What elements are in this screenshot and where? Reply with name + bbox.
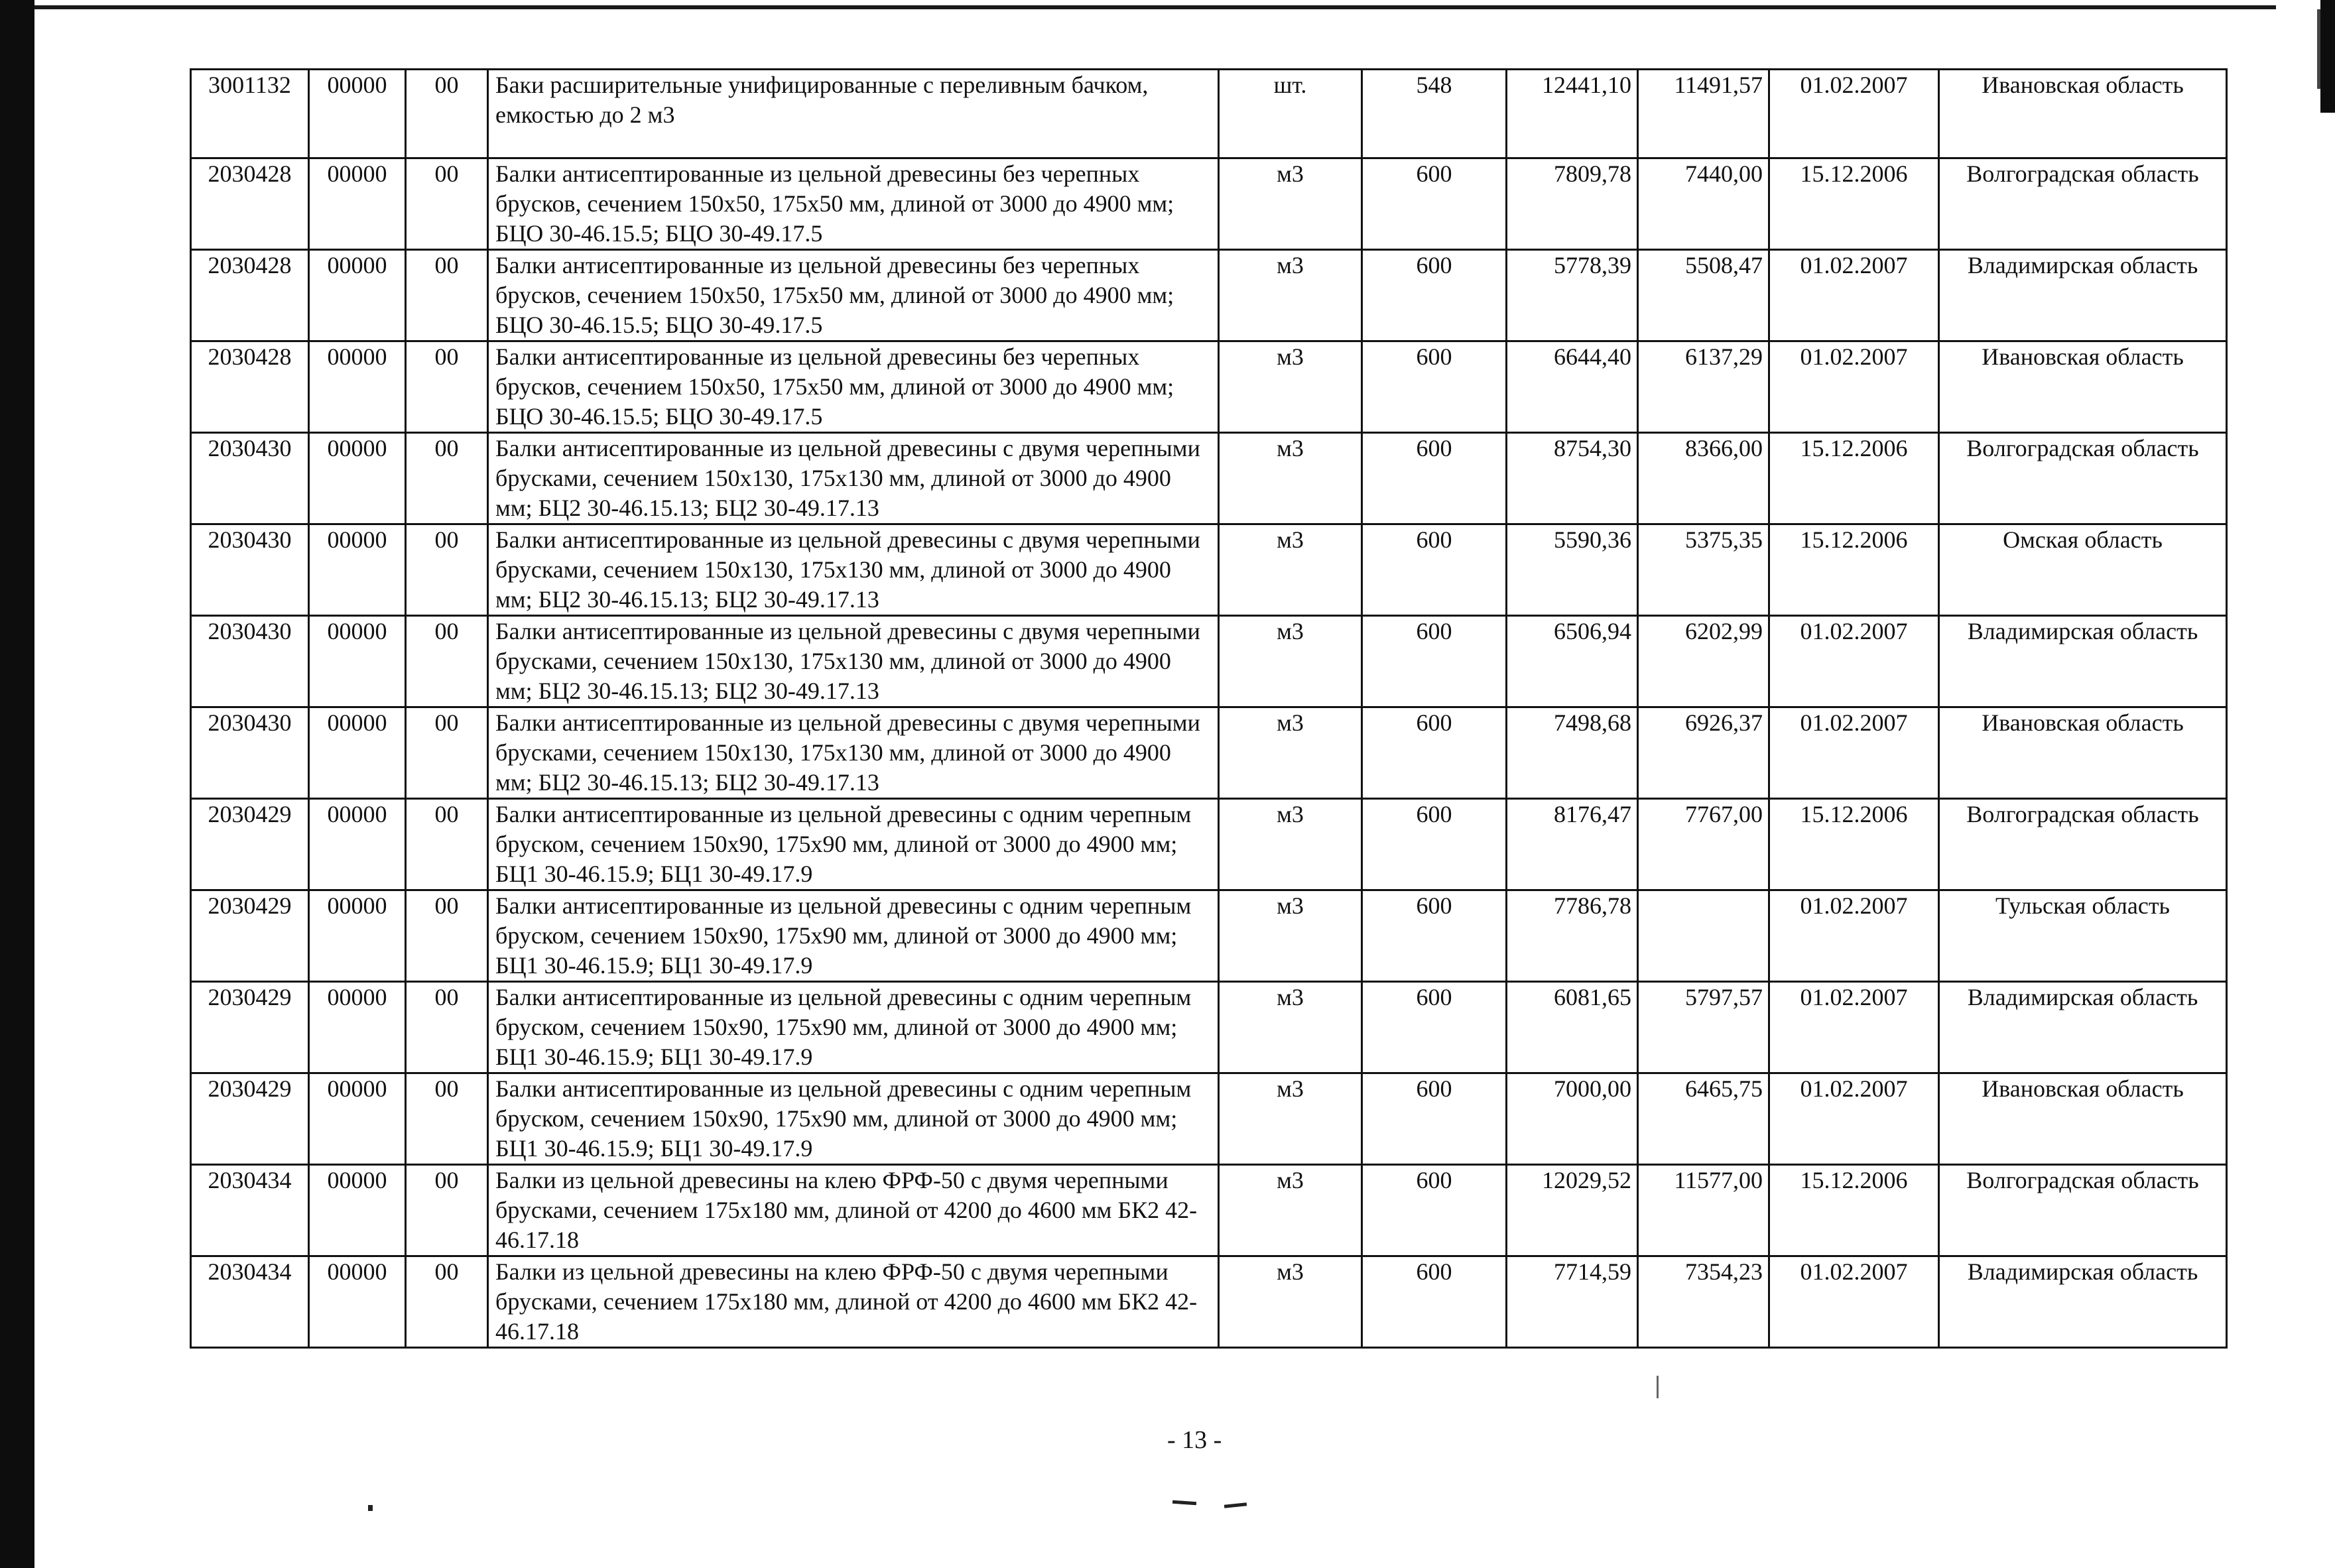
cell-sub: 00000: [309, 799, 406, 890]
cell-date: 15.12.2006: [1769, 1165, 1939, 1256]
cell-sub2: 00: [406, 250, 488, 341]
cell-sub: 00000: [309, 1256, 406, 1348]
cell-price1: 7498,68: [1507, 707, 1638, 799]
cell-price2: 6465,75: [1638, 1073, 1769, 1165]
cell-price2: 6926,37: [1638, 707, 1769, 799]
cell-code: 2030430: [191, 616, 309, 707]
cell-sub2: 00: [406, 616, 488, 707]
cell-unit: м3: [1219, 341, 1362, 433]
cell-region: Омская область: [1939, 524, 2227, 616]
cell-region: Ивановская область: [1939, 70, 2227, 158]
cell-date: 01.02.2007: [1769, 70, 1939, 158]
cell-sub: 00000: [309, 982, 406, 1073]
cell-price1: 8754,30: [1507, 433, 1638, 524]
cell-desc: Балки антисептированные из цельной древесины с двумя черепными брусками, сечением 150x130, 175x130 мм, длиной от 3000 до 4900 мм; БЦ2 30-46.15.13; БЦ2 30-49.17.13: [488, 616, 1219, 707]
table-row: [191, 890, 2227, 982]
scan-speck: [368, 1505, 373, 1511]
cell-region: Волгоградская область: [1939, 433, 2227, 524]
cell-qty: 600: [1362, 524, 1507, 616]
cell-qty: 600: [1362, 158, 1507, 250]
cell-region: Владимирская область: [1939, 1256, 2227, 1348]
cell-desc: Балки из цельной древесины на клею ФРФ-50 с двумя черепными брусками, сечением 175x180 мм, длиной от 4200 до 4600 мм БК2 42-46.17.18: [488, 1256, 1219, 1348]
scan-edge-right: [2320, 0, 2335, 113]
cell-date: 01.02.2007: [1769, 890, 1939, 982]
cell-region: Ивановская область: [1939, 707, 2227, 799]
cell-price2: 11577,00: [1638, 1165, 1769, 1256]
cell-sub2: 00: [406, 158, 488, 250]
cell-sub: 00000: [309, 250, 406, 341]
cell-sub2: 00: [406, 982, 488, 1073]
cell-price2: 11491,57: [1638, 70, 1769, 158]
cell-price2: [1638, 890, 1769, 982]
cell-date: 15.12.2006: [1769, 524, 1939, 616]
cell-price2: 5508,47: [1638, 250, 1769, 341]
cell-qty: 600: [1362, 707, 1507, 799]
cell-price2: 7767,00: [1638, 799, 1769, 890]
cell-unit: м3: [1219, 616, 1362, 707]
cell-sub: 00000: [309, 433, 406, 524]
cell-qty: 548: [1362, 70, 1507, 158]
scan-edge-left: [0, 0, 34, 1568]
cell-date: 15.12.2006: [1769, 799, 1939, 890]
cell-date: 01.02.2007: [1769, 1256, 1939, 1348]
cell-desc: Балки антисептированные из цельной древесины с двумя черепными брусками, сечением 150x130, 175x130 мм, длиной от 3000 до 4900 мм; БЦ2 30-46.15.13; БЦ2 30-49.17.13: [488, 524, 1219, 616]
cell-code: 2030430: [191, 433, 309, 524]
table-row: [191, 70, 2227, 158]
cell-price1: 12029,52: [1507, 1165, 1638, 1256]
cell-date: 01.02.2007: [1769, 250, 1939, 341]
cell-unit: м3: [1219, 799, 1362, 890]
cell-qty: 600: [1362, 433, 1507, 524]
cell-desc: Балки из цельной древесины на клею ФРФ-50 с двумя черепными брусками, сечением 175x180 мм, длиной от 4200 до 4600 мм БК2 42-46.17.18: [488, 1165, 1219, 1256]
cell-price1: 6644,40: [1507, 341, 1638, 433]
cell-region: Владимирская область: [1939, 616, 2227, 707]
cell-price1: 5590,36: [1507, 524, 1638, 616]
cell-price2: 5375,35: [1638, 524, 1769, 616]
cell-price1: 6506,94: [1507, 616, 1638, 707]
scan-edge-top: [34, 5, 2276, 9]
cell-unit: м3: [1219, 707, 1362, 799]
cell-code: 3001132: [191, 70, 309, 158]
cell-desc: Балки антисептированные из цельной древесины без черепных брусков, сечением 150x50, 175x50 мм, длиной от 3000 до 4900 мм; БЦО 30-46.15.5; БЦО 30-49.17.5: [488, 341, 1219, 433]
cell-sub: 00000: [309, 707, 406, 799]
cell-code: 2030434: [191, 1256, 309, 1348]
cell-sub: 00000: [309, 341, 406, 433]
cell-date: 01.02.2007: [1769, 616, 1939, 707]
cell-desc: Балки антисептированные из цельной древесины с двумя черепными брусками, сечением 150x130, 175x130 мм, длиной от 3000 до 4900 мм; БЦ2 30-46.15.13; БЦ2 30-49.17.13: [488, 707, 1219, 799]
cell-desc: Балки антисептированные из цельной древесины без черепных брусков, сечением 150x50, 175x50 мм, длиной от 3000 до 4900 мм; БЦО 30-46.15.5; БЦО 30-49.17.5: [488, 158, 1219, 250]
table-row: [191, 982, 2227, 1073]
cell-region: Ивановская область: [1939, 341, 2227, 433]
table-row: [191, 616, 2227, 707]
cell-code: 2030429: [191, 1073, 309, 1165]
page-number: - 13 -: [1167, 1426, 1222, 1454]
table-row: [191, 524, 2227, 616]
cell-unit: м3: [1219, 1165, 1362, 1256]
cell-price2: 6137,29: [1638, 341, 1769, 433]
cell-sub2: 00: [406, 707, 488, 799]
cell-code: 2030430: [191, 707, 309, 799]
table-row: [191, 1073, 2227, 1165]
price-table: [190, 68, 2228, 1349]
cell-desc: Балки антисептированные из цельной древесины с двумя черепными брусками, сечением 150x130, 175x130 мм, длиной от 3000 до 4900 мм; БЦ2 30-46.15.13; БЦ2 30-49.17.13: [488, 433, 1219, 524]
cell-desc: Балки антисептированные из цельной древесины с одним черепным бруском, сечением 150x90, 175x90 мм, длиной от 3000 до 4900 мм; БЦ1 30-46.15.9; БЦ1 30-49.17.9: [488, 799, 1219, 890]
cell-desc: Балки антисептированные из цельной древесины с одним черепным бруском, сечением 150x90, 175x90 мм, длиной от 3000 до 4900 мм; БЦ1 30-46.15.9; БЦ1 30-49.17.9: [488, 1073, 1219, 1165]
cell-region: Владимирская область: [1939, 982, 2227, 1073]
scan-speck: [1657, 1376, 1659, 1398]
scan-speck: [1224, 1502, 1247, 1508]
cell-desc: Балки антисептированные из цельной древесины без черепных брусков, сечением 150x50, 175x50 мм, длиной от 3000 до 4900 мм; БЦО 30-46.15.5; БЦО 30-49.17.5: [488, 250, 1219, 341]
cell-sub: 00000: [309, 616, 406, 707]
cell-code: 2030428: [191, 158, 309, 250]
cell-price1: 7809,78: [1507, 158, 1638, 250]
cell-price2: 5797,57: [1638, 982, 1769, 1073]
cell-region: Владимирская область: [1939, 250, 2227, 341]
cell-desc: Балки антисептированные из цельной древесины с одним черепным бруском, сечением 150x90, 175x90 мм, длиной от 3000 до 4900 мм; БЦ1 30-46.15.9; БЦ1 30-49.17.9: [488, 890, 1219, 982]
cell-unit: м3: [1219, 1256, 1362, 1348]
cell-qty: 600: [1362, 1256, 1507, 1348]
cell-sub2: 00: [406, 433, 488, 524]
cell-qty: 600: [1362, 250, 1507, 341]
cell-unit: м3: [1219, 890, 1362, 982]
table-body: [191, 70, 2227, 1348]
cell-sub: 00000: [309, 1165, 406, 1256]
cell-unit: шт.: [1219, 70, 1362, 158]
cell-code: 2030434: [191, 1165, 309, 1256]
cell-date: 01.02.2007: [1769, 982, 1939, 1073]
cell-sub2: 00: [406, 890, 488, 982]
table-row: [191, 799, 2227, 890]
cell-region: Волгоградская область: [1939, 799, 2227, 890]
cell-qty: 600: [1362, 1073, 1507, 1165]
cell-region: Волгоградская область: [1939, 158, 2227, 250]
cell-unit: м3: [1219, 524, 1362, 616]
cell-price2: 8366,00: [1638, 433, 1769, 524]
cell-unit: м3: [1219, 433, 1362, 524]
cell-sub2: 00: [406, 1165, 488, 1256]
cell-price1: 5778,39: [1507, 250, 1638, 341]
cell-sub2: 00: [406, 799, 488, 890]
cell-qty: 600: [1362, 890, 1507, 982]
cell-code: 2030429: [191, 982, 309, 1073]
cell-sub: 00000: [309, 70, 406, 158]
cell-region: Тульская область: [1939, 890, 2227, 982]
cell-code: 2030428: [191, 341, 309, 433]
cell-date: 01.02.2007: [1769, 1073, 1939, 1165]
cell-date: 15.12.2006: [1769, 158, 1939, 250]
cell-price2: 7440,00: [1638, 158, 1769, 250]
cell-qty: 600: [1362, 982, 1507, 1073]
cell-desc: Балки антисептированные из цельной древесины с одним черепным бруском, сечением 150x90, 175x90 мм, длиной от 3000 до 4900 мм; БЦ1 30-46.15.9; БЦ1 30-49.17.9: [488, 982, 1219, 1073]
cell-sub2: 00: [406, 524, 488, 616]
cell-sub2: 00: [406, 1256, 488, 1348]
cell-date: 15.12.2006: [1769, 433, 1939, 524]
cell-price1: 6081,65: [1507, 982, 1638, 1073]
cell-code: 2030429: [191, 799, 309, 890]
cell-code: 2030430: [191, 524, 309, 616]
cell-region: Ивановская область: [1939, 1073, 2227, 1165]
cell-unit: м3: [1219, 158, 1362, 250]
cell-sub: 00000: [309, 524, 406, 616]
cell-price1: 12441,10: [1507, 70, 1638, 158]
cell-unit: м3: [1219, 1073, 1362, 1165]
cell-price2: 6202,99: [1638, 616, 1769, 707]
cell-sub2: 00: [406, 1073, 488, 1165]
cell-sub: 00000: [309, 158, 406, 250]
cell-price2: 7354,23: [1638, 1256, 1769, 1348]
cell-region: Волгоградская область: [1939, 1165, 2227, 1256]
cell-sub: 00000: [309, 890, 406, 982]
table-row: [191, 707, 2227, 799]
cell-qty: 600: [1362, 799, 1507, 890]
cell-sub: 00000: [309, 1073, 406, 1165]
cell-price1: 7714,59: [1507, 1256, 1638, 1348]
cell-code: 2030429: [191, 890, 309, 982]
cell-sub2: 00: [406, 70, 488, 158]
cell-date: 01.02.2007: [1769, 341, 1939, 433]
cell-price1: 8176,47: [1507, 799, 1638, 890]
table-row: [191, 433, 2227, 524]
scan-shadow-right: [2317, 9, 2320, 89]
cell-price1: 7000,00: [1507, 1073, 1638, 1165]
cell-qty: 600: [1362, 616, 1507, 707]
cell-date: 01.02.2007: [1769, 707, 1939, 799]
cell-unit: м3: [1219, 250, 1362, 341]
table-row: [191, 341, 2227, 433]
table-row: [191, 1165, 2227, 1256]
table-row: [191, 1256, 2227, 1348]
cell-qty: 600: [1362, 1165, 1507, 1256]
table-row: [191, 250, 2227, 341]
cell-sub2: 00: [406, 341, 488, 433]
cell-desc: Баки расширительные унифицированные с переливным бачком, емкостью до 2 м3: [488, 70, 1219, 158]
cell-unit: м3: [1219, 982, 1362, 1073]
cell-qty: 600: [1362, 341, 1507, 433]
cell-price1: 7786,78: [1507, 890, 1638, 982]
scan-speck: [1172, 1500, 1196, 1505]
table-row: [191, 158, 2227, 250]
cell-code: 2030428: [191, 250, 309, 341]
